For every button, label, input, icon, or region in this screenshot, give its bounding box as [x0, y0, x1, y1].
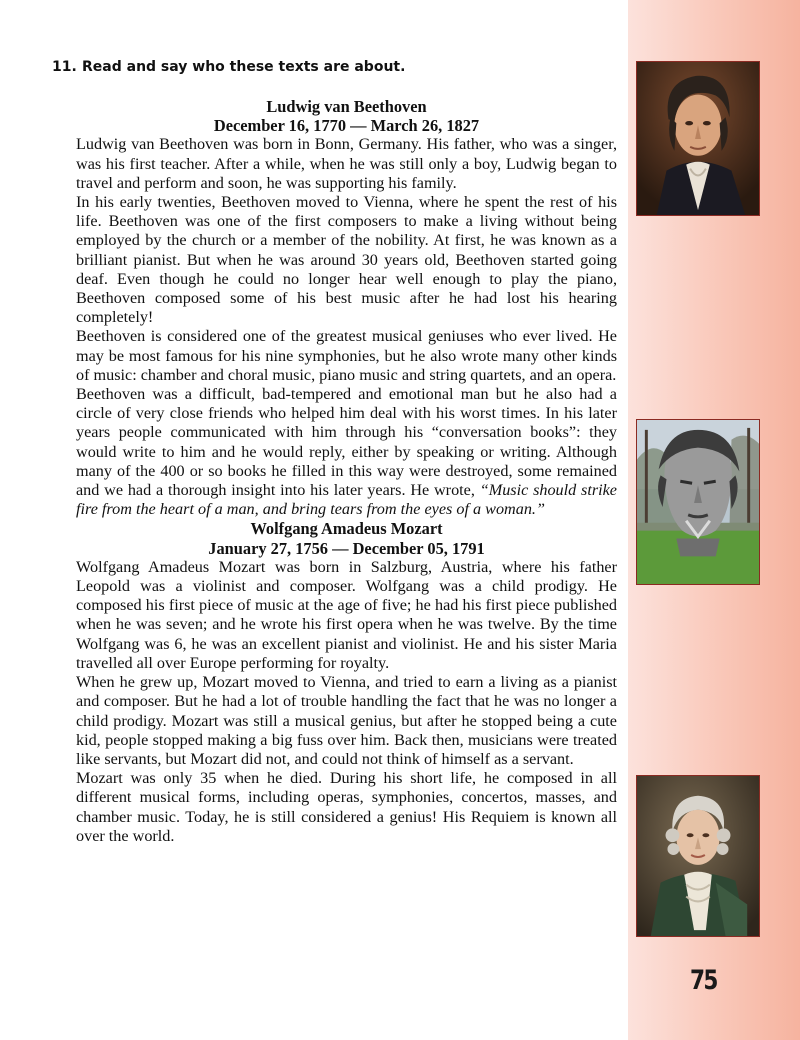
- beethoven-dates-heading: December 16, 1770 — March 26, 1827: [213, 116, 480, 136]
- mozart-dates-heading: January 27, 1756 — December 05, 1791: [208, 538, 485, 558]
- mozart-paragraph: Wolfgang Amadeus Mozart was born in Salzburg, Austria, where his father Leopold was a violinist and composer. Wolfgang was a child prodigy. He composed his first piece of music at the age of five; he had his first piece published when he was seven; and he wrote his first opera when he was twelve. By the time Wolfgang was 6, he was an excellent pianist and violinist. He and his sister Maria travelled all over Europe performing for royalty.: [76, 557, 617, 672]
- article-body: [76, 97, 617, 846]
- beethoven-name-heading: Ludwig van Beethoven: [266, 97, 427, 116]
- beethoven-portrait-image: [636, 61, 760, 216]
- beethoven-paragraph: Beethoven is considered one of the greatest musical geniuses who ever lived. He may be most famous for his nine symphonies, but he also wrote many other kinds of music: chamber and choral music, piano music and string quartets, and an opera.: [76, 327, 617, 384]
- mozart-paragraph: Mozart was only 35 when he died. During his short life, he composed in all different musical forms, including operas, symphonies, concertos, masses, and chamber music. Today, he is still considered a genius! His Requiem is known all over the world.: [76, 769, 617, 845]
- exercise-number: 11.: [52, 59, 77, 75]
- beethoven-paragraph: In his early twenties, Beethoven moved to Vienna, where he spent the rest of his life. Beethoven was one of the first composers to make a living without being employed by the church or a member of the nobility. At first, he was known as a brilliant pianist. But when he was around 30 years old, Beethoven started going deaf. Even though he could no longer hear well enough to play the piano, Beethoven composed some of his best music after he had lost his hearing completely!: [76, 193, 617, 327]
- mozart-paragraph: When he grew up, Mozart moved to Vienna, and tried to earn a living as a pianist and composer. But he had a lot of trouble handling the fact that he was no longer a child prodigy. Mozart was still a musical genius, but after he stopped being a cute kid, people stopped making a big fuss over him. Back then, musicians were treated like servants, but Mozart did not, and could not think of himself as a servant.: [76, 673, 617, 768]
- page-number: 75: [690, 965, 717, 996]
- mozart-portrait-image: [636, 775, 760, 937]
- beethoven-paragraph-last: [76, 385, 617, 519]
- beethoven-last-text: Beethoven was a difficult, bad-tempered and emotional man but he also had a circle of very close friends who helped him deal with his worst times. In his later years people communicated with him through his “conversation books”: they would write to him and he would reply, either by speaking or writing. Although many of the 400 or so books he filled in this way were destroyed, some remained and we had a thorough insight into his later years. He wrote,: [76, 385, 617, 500]
- beethoven-quote: “Music should strike fire from the heart of a man, and bring tears from the eyes of a woman.”: [76, 481, 617, 519]
- beethoven-paragraph: Ludwig van Beethoven was born in Bonn, Germany. His father, who was a singer, was his first teacher. After a while, when he was still only a boy, Ludwig began to travel and perform and soon, he was supporting his family.: [76, 135, 617, 192]
- mozart-name-heading: Wolfgang Amadeus Mozart: [250, 519, 443, 539]
- beethoven-statue-image: [636, 419, 760, 585]
- exercise-header: [52, 59, 612, 75]
- exercise-instruction: Read and say who these texts are about.: [82, 59, 406, 75]
